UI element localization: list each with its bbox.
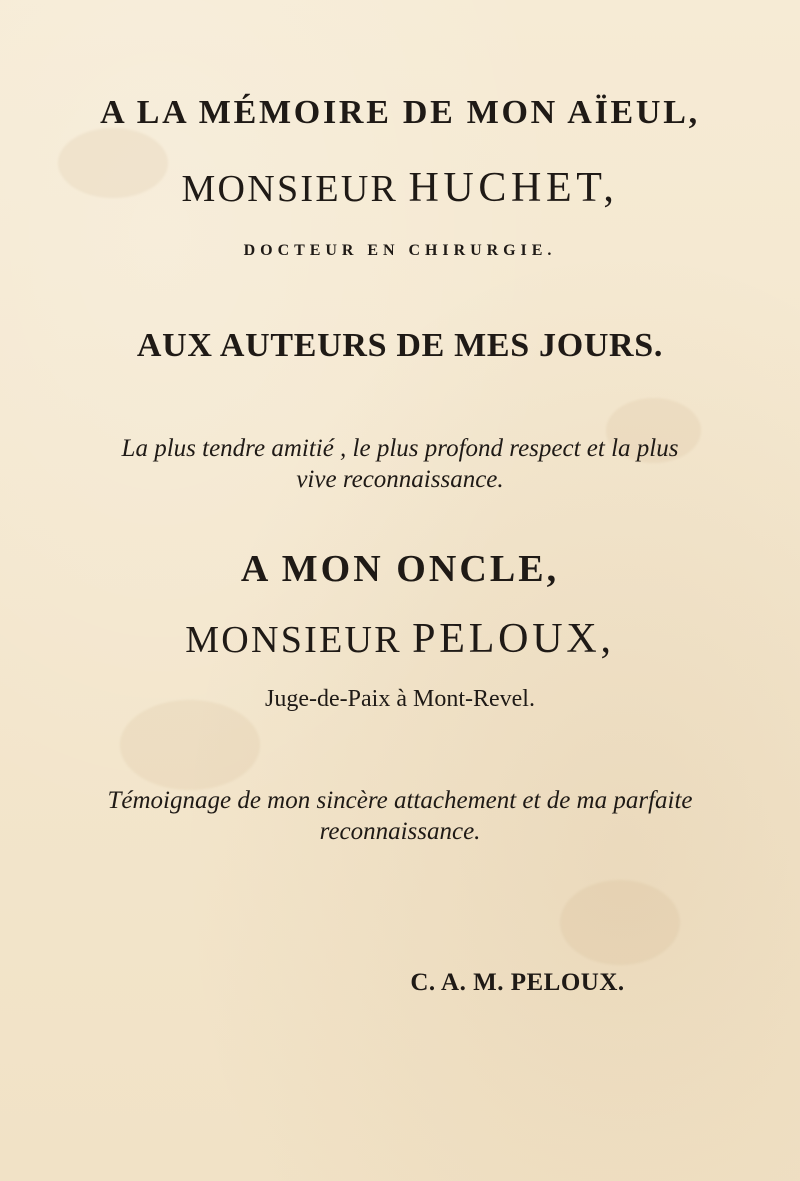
recipient-title: Juge-de-Paix à Mont-Revel. [265,686,535,712]
recipient-line [0,615,800,663]
recipient-prefix: MONSIEUR [185,619,402,661]
dedication-line: A MON ONCLE, [240,548,560,590]
paper-stain [560,880,680,965]
dedication-text-line: vive reconnaissance. [296,466,504,494]
recipient-surname: PELOUX, [412,616,615,662]
dedication-heading: AUX AUTEURS DE MES JOURS. [136,327,664,364]
dedication-text-line: La plus tendre amitié , le plus profond respect et la plus [121,435,679,462]
recipient-line [0,164,800,212]
dedication-text [0,433,800,496]
dedication-line: A LA MÉMOIRE DE MON AÏEUL, [100,94,700,131]
recipient-title: DOCTEUR EN CHIRURGIE. [243,242,557,259]
signature: C. A. M. PELOUX. [410,969,625,996]
dedication-text-line: Témoignage de mon sincère attachement et de ma parfaite [107,787,693,814]
recipient-surname: HUCHET, [408,165,619,211]
recipient-prefix: MONSIEUR [181,168,399,210]
paper-stain [120,700,260,790]
dedication-text-line: reconnaissance. [319,818,481,846]
dedication-text [0,785,800,848]
